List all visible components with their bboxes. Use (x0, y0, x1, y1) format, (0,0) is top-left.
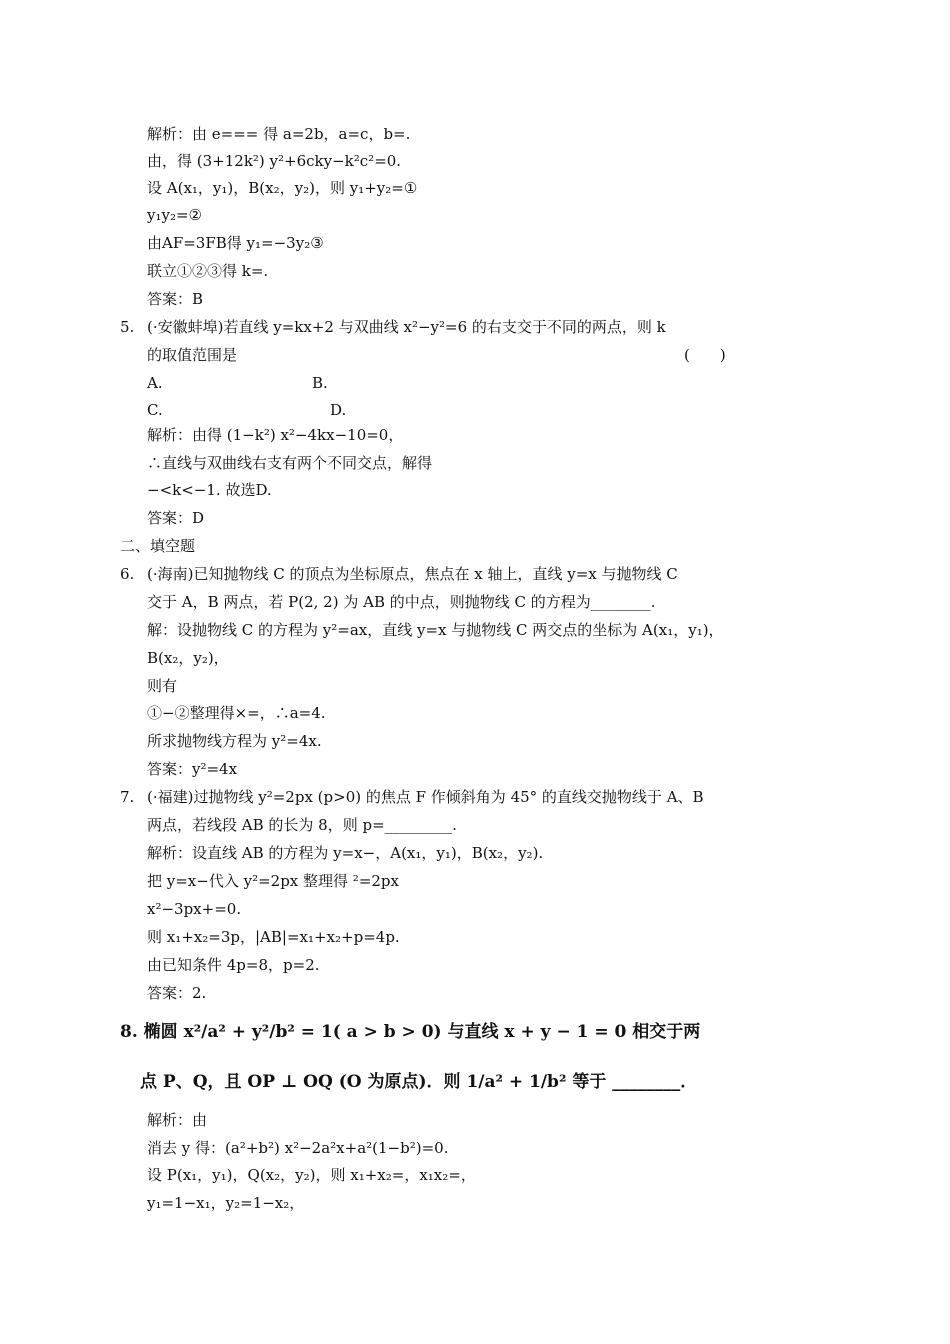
q8-stem-line-1: 8. 椭圆 x²/a² + y²/b² = 1( a > b > 0) 与直线 x + y − 1 = 0 相交于两 (120, 1022, 701, 1042)
section-heading-fill-in: 二、填空题 (120, 537, 196, 555)
q5-analysis-line-3: −<k<−1. 故选D. (147, 481, 272, 499)
q5-option-d: D. (330, 401, 347, 419)
q7-analysis-line-2: 把 y=x−代入 y²=2px 整理得 ²=2px (147, 872, 399, 890)
q6-solution-line-1: 解：设抛物线 C 的方程为 y²=ax，直线 y=x 与抛物线 C 两交点的坐标为 A(x₁，y₁)， (147, 621, 724, 639)
q6-solution-line-4: ①−②整理得×=，∴a=4. (147, 704, 326, 722)
q5-analysis-line-2: ∴直线与双曲线右支有两个不同交点，解得 (147, 454, 433, 472)
q6-solution-line-3: 则有 (147, 677, 178, 695)
q4-analysis-line-4: y₁y₂=② (147, 206, 202, 224)
q5-answer: 答案：D (147, 509, 205, 527)
q4-analysis-line-6: 联立①②③得 k=. (147, 262, 269, 280)
q7-number: 7. (120, 788, 135, 806)
q4-analysis-line-1: 解析：由 e=== 得 a=2b，a=c，b=. (147, 125, 411, 143)
q7-analysis-line-4: 则 x₁+x₂=3p，|AB|=x₁+x₂+p=4p. (147, 928, 400, 946)
q4-analysis-line-2: 由，得 (3+12k²) y²+6cky−k²c²=0. (147, 152, 402, 170)
q8-analysis-line-3: 设 P(x₁，y₁)，Q(x₂，y₂)，则 x₁+x₂=，x₁x₂=， (147, 1166, 476, 1184)
q6-number: 6. (120, 565, 135, 583)
q5-option-c: C. (147, 401, 163, 419)
q7-analysis-line-1: 解析：设直线 AB 的方程为 y=x−，A(x₁，y₁)，B(x₂，y₂). (147, 844, 544, 862)
q6-stem-line-1: (·海南)已知抛物线 C 的顶点为坐标原点，焦点在 x 轴上，直线 y=x 与抛物线 C (147, 565, 678, 583)
q8-stem-line-2: 点 P、Q，且 OP ⊥ OQ (O 为原点)．则 1/a² + 1/b² 等于 ________． (140, 1072, 698, 1092)
q7-answer: 答案：2. (147, 984, 207, 1002)
q5-analysis-line-1: 解析：由得 (1−k²) x²−4kx−10=0， (147, 426, 404, 444)
q8-analysis-line-1: 解析：由 (147, 1111, 208, 1129)
q4-analysis-line-3: 设 A(x₁，y₁)，B(x₂，y₂)，则 y₁+y₂=① (147, 179, 418, 197)
q8-analysis-line-2: 消去 y 得：(a²+b²) x²−2a²x+a²(1−b²)=0. (147, 1139, 449, 1157)
q6-solution-line-2: B(x₂，y₂)， (147, 649, 229, 667)
q4-analysis-line-5: 由AF=3FB得 y₁=−3y₂③ (147, 234, 324, 252)
q7-analysis-line-3: x²−3px+=0. (147, 900, 242, 918)
q6-answer: 答案：y²=4x (147, 760, 238, 778)
q7-stem-line-1: (·福建)过抛物线 y²=2px (p>0) 的焦点 F 作倾斜角为 45° 的直线交抛物线于 A、B (147, 788, 704, 806)
q6-solution-line-5: 所求抛物线方程为 y²=4x. (147, 732, 322, 750)
q5-answer-parentheses: ( ) (684, 346, 726, 364)
q7-analysis-line-5: 由已知条件 4p=8，p=2. (147, 956, 320, 974)
q5-stem-line-2: 的取值范围是 (147, 346, 238, 364)
q8-analysis-line-4: y₁=1−x₁，y₂=1−x₂， (147, 1194, 305, 1212)
q7-stem-line-2: 两点，若线段 AB 的长为 8，则 p=_________. (147, 816, 457, 834)
q4-answer: 答案：B (147, 290, 204, 308)
q6-stem-line-2: 交于 A，B 两点，若 P(2, 2) 为 AB 的中点，则抛物线 C 的方程为________. (147, 593, 656, 611)
q5-option-b: B. (312, 374, 328, 392)
q5-option-a: A. (147, 374, 163, 392)
q5-number: 5. (120, 318, 135, 336)
q5-stem-line-1: (·安徽蚌埠)若直线 y=kx+2 与双曲线 x²−y²=6 的右支交于不同的两点，则 k (147, 318, 666, 336)
